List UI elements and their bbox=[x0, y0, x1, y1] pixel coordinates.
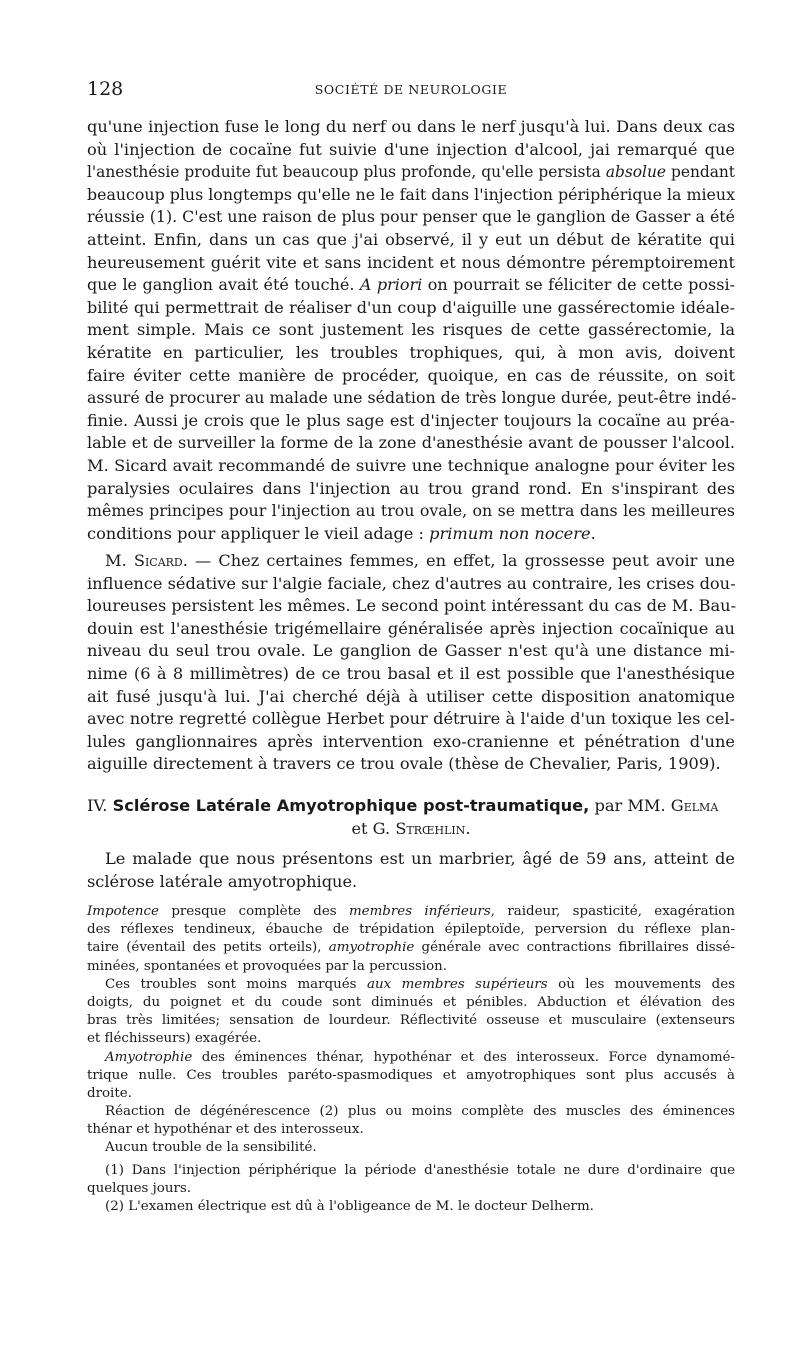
text-line: M. Sicard. — Chez certaines femmes, en effet, la grossesse peut avoir une bbox=[105, 551, 735, 570]
text-line: heureusement guérit vite et sans incident et nous démontre péremptoirement bbox=[87, 252, 735, 272]
text-line: l'anesthésie produite fut beaucoup plus profonde, qu'elle persista absolue pendant bbox=[87, 163, 735, 182]
text-line: finie. Aussi je crois que le plus sage est d'injecter toujours la cocaïne au préa- bbox=[87, 410, 735, 430]
text-line: atteint. Enfin, dans un cas que j'ai observé, il y eut un début de kératite qui bbox=[87, 229, 735, 249]
text-line: bras très limitées; sensation de lourdeur. Réflectivité osseuse et musculaire (extenseurs bbox=[87, 1013, 735, 1029]
italic-term: primum non nocere bbox=[429, 523, 591, 543]
text-line: bilité qui permettrait de réaliser d'un coup d'aiguille une gassérectomie idéale- bbox=[87, 297, 735, 317]
section-title: Sclérose Latérale Amyotrophique post-traumatique, bbox=[112, 796, 590, 815]
text-line: lable et de surveiller la forme de la zone d'anesthésie avant de pousser l'alcool. bbox=[87, 433, 735, 453]
text-line: et fléchisseurs) exagérée. bbox=[87, 1031, 262, 1047]
text-line: ait fusé jusqu'à lui. J'ai cherché déjà à utiliser cette disposition anatomique bbox=[87, 686, 735, 706]
paragraph-discussion-1 bbox=[87, 116, 735, 545]
text-line: lules ganglionnaires après intervention exo-cranienne et pénétration d'une bbox=[87, 731, 735, 751]
paragraph-case-intro bbox=[87, 848, 735, 893]
text-line: taire (éventail des petits orteils), amyotrophie générale avec contractions fibrillaires dissé- bbox=[87, 940, 735, 956]
running-head: SOCIÉTÉ DE NEUROLOGIE bbox=[314, 82, 508, 97]
italic-term: aux membres supérieurs bbox=[367, 976, 548, 992]
speaker-name: M. Sicard. bbox=[105, 551, 188, 570]
section-number: IV. bbox=[87, 796, 108, 815]
case-observation bbox=[87, 903, 735, 1158]
text-line: minées, spontanées et provoquées par la percussion. bbox=[87, 958, 448, 974]
text-line: Réaction de dégénérescence (2) plus ou moins complète des muscles des éminences bbox=[105, 1104, 735, 1120]
text-line: qu'une injection fuse le long du nerf ou dans le nerf jusqu'à lui. Dans deux cas bbox=[87, 117, 735, 136]
section-authors-line: et G. Strœhlin. bbox=[351, 818, 471, 838]
text-line: M. Sicard avait recommandé de suivre une technique analogne pour éviter les bbox=[87, 455, 735, 475]
text-line: Ces troubles sont moins marqués aux membres supérieurs où les mouvements des bbox=[105, 976, 735, 992]
italic-term: Amyotrophie bbox=[105, 1049, 193, 1065]
text-line: que le ganglion avait été touché. A priori on pourrait se féliciter de cette possi- bbox=[87, 275, 735, 295]
text-line: faire éviter cette manière de procéder, quoique, en cas de réussite, on soit bbox=[87, 365, 735, 385]
text-line: conditions pour appliquer le vieil adage : primum non nocere. bbox=[87, 523, 596, 543]
text-line: paralysies oculaires dans l'injection au trou grand rond. En s'inspirant des bbox=[87, 478, 735, 498]
text-line: doigts, du poignet et du coude sont diminués et pénibles. Abduction et élévation des bbox=[87, 994, 735, 1010]
page-header bbox=[87, 78, 735, 104]
text-line: Le malade que nous présentons est un marbrier, âgé de 59 ans, atteint de bbox=[105, 849, 735, 868]
section-heading bbox=[87, 795, 735, 840]
text-line: où l'injection de cocaïne fut suivie d'une injection d'alcool, jai remarqué que bbox=[87, 139, 735, 159]
text-line: trique nulle. Ces troubles paréto-spasmodiques et amyotrophiques sont plus accusés à bbox=[87, 1067, 735, 1083]
italic-term: amyotrophie bbox=[328, 940, 415, 956]
text-line: beaucoup plus longtemps qu'elle ne le fait dans l'injection périphérique la mieux bbox=[87, 184, 735, 204]
text-line: avec notre regretté collègue Herbet pour détruire à l'aide d'un toxique les cel- bbox=[87, 709, 735, 729]
paragraph-discussion-2 bbox=[87, 550, 735, 776]
footnotes bbox=[87, 1162, 735, 1217]
text-line: réussie (1). C'est une raison de plus pour penser que le ganglion de Gasser a été bbox=[87, 207, 735, 227]
italic-term: A priori bbox=[359, 275, 423, 295]
section-title-line: IV. Sclérose Latérale Amyotrophique post-traumatique, par MM. Gelma bbox=[87, 796, 719, 815]
text-line: mêmes principes pour l'injection au trou ovale, on se mettra dans les meilleures bbox=[87, 501, 735, 521]
text-line: kératite en particulier, les troubles trophiques, qui, à mon avis, doivent bbox=[87, 342, 735, 362]
text-line: nime (6 à 8 millimètres) de ce trou basal et il est possible que l'anesthésique bbox=[87, 663, 735, 683]
text-line: des réflexes tendineux, ébauche de trépidation épileptoïde, perversion du réflexe plan- bbox=[87, 922, 735, 938]
italic-term: membres inférieurs bbox=[348, 904, 491, 919]
text-line: niveau du seul trou ovale. Le ganglion de Gasser n'est qu'à une distance mi- bbox=[87, 641, 735, 661]
italic-term: absolue bbox=[605, 163, 666, 182]
footnote-1-continued: quelques jours. bbox=[87, 1181, 192, 1197]
text-line: assuré de procurer au malade une sédation de très longue durée, peut-être indé- bbox=[87, 388, 737, 408]
text-line: Aucun trouble de la sensibilité. bbox=[105, 1140, 317, 1156]
author-name: Gelma bbox=[670, 796, 719, 815]
page-number: 128 bbox=[87, 78, 124, 100]
text-line: aiguille directement à travers ce trou ovale (thèse de Chevalier, Paris, 1909). bbox=[87, 754, 721, 774]
italic-term: Impotence bbox=[87, 904, 159, 919]
text-line: sclérose latérale amyotrophique. bbox=[87, 871, 358, 891]
text-line: Impotence presque complète des membres inférieurs, raideur, spasticité, exagération bbox=[87, 904, 735, 919]
text-line: thénar et hypothénar et des interosseux. bbox=[87, 1122, 364, 1138]
text-line: loureuses persistent les mêmes. Le second point intéressant du cas de M. Bau- bbox=[87, 596, 737, 616]
footnote-1: (1) Dans l'injection périphérique la période d'anesthésie totale ne dure d'ordinaire que bbox=[105, 1163, 735, 1178]
text-line: douin est l'anesthésie trigémellaire généralisée après injection cocaïnique au bbox=[87, 618, 735, 638]
text-line: influence sédative sur l'algie faciale, chez d'autres au contraire, les crises dou- bbox=[87, 573, 736, 593]
text-line: droite. bbox=[87, 1085, 132, 1101]
footnote-2: (2) L'examen électrique est dû à l'obligeance de M. le docteur Delherm. bbox=[105, 1199, 594, 1215]
text-line: Amyotrophie des éminences thénar, hypothénar et des interosseux. Force dynamomé- bbox=[105, 1049, 735, 1065]
text-line: ment simple. Mais ce sont justement les risques de cette gassérectomie, la bbox=[87, 320, 735, 340]
author-name: Strœhlin bbox=[395, 818, 466, 838]
